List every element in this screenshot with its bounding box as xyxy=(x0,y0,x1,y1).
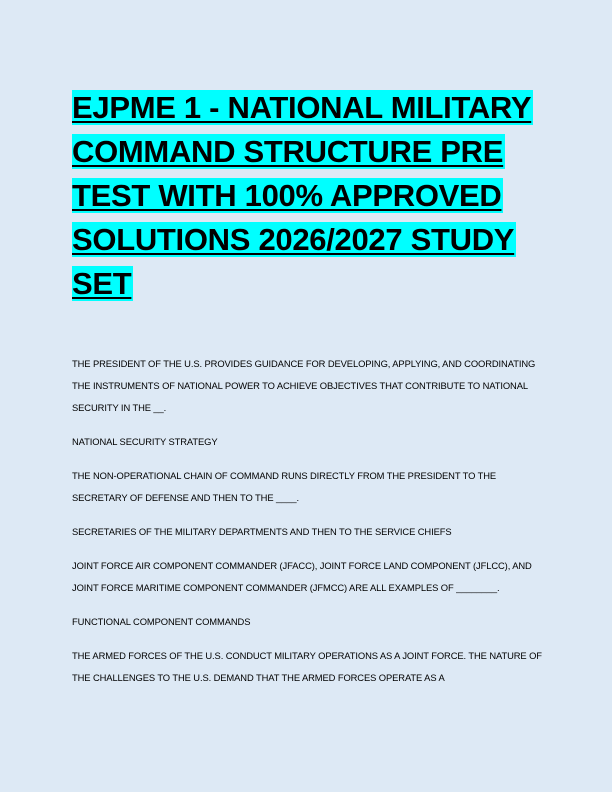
question-answer-list xyxy=(72,353,542,689)
answer-2: SECRETARIES OF THE MILITARY DEPARTMENTS AND THEN TO THE SERVICE CHIEFS xyxy=(72,526,452,537)
document-title xyxy=(72,86,542,306)
question-4: THE ARMED FORCES OF THE U.S. CONDUCT MILITARY OPERATIONS AS A JOINT FORCE. THE NATURE OF THE CHALLENGES TO THE U.S. DEMAND THAT THE ARMED FORCES OPERATE AS A xyxy=(72,650,542,683)
question-3: JOINT FORCE AIR COMPONENT COMMANDER (JFACC), JOINT FORCE LAND COMPONENT (JFLCC), AND JOINT FORCE MARITIME COMPONENT COMMANDER (JFMCC) ARE ALL EXAMPLES OF ________. xyxy=(72,560,532,593)
question-2: THE NON-OPERATIONAL CHAIN OF COMMAND RUNS DIRECTLY FROM THE PRESIDENT TO THE SECRETARY OF DEFENSE AND THEN TO THE ____. xyxy=(72,470,497,503)
document-title-text: EJPME 1 - NATIONAL MILITARY COMMAND STRUCTURE PRE TEST WITH 100% APPROVED SOLUTIONS 2026/2027 STUDY SET xyxy=(72,90,532,301)
question-1: THE PRESIDENT OF THE U.S. PROVIDES GUIDANCE FOR DEVELOPING, APPLYING, AND COORDINATING THE INSTRUMENTS OF NATIONAL POWER TO ACHIEVE OBJECTIVES THAT CONTRIBUTE TO NATIONAL SECURITY IN THE __. xyxy=(72,358,536,413)
answer-1: NATIONAL SECURITY STRATEGY xyxy=(72,436,218,447)
answer-3: FUNCTIONAL COMPONENT COMMANDS xyxy=(72,616,251,627)
document-page xyxy=(72,86,542,701)
